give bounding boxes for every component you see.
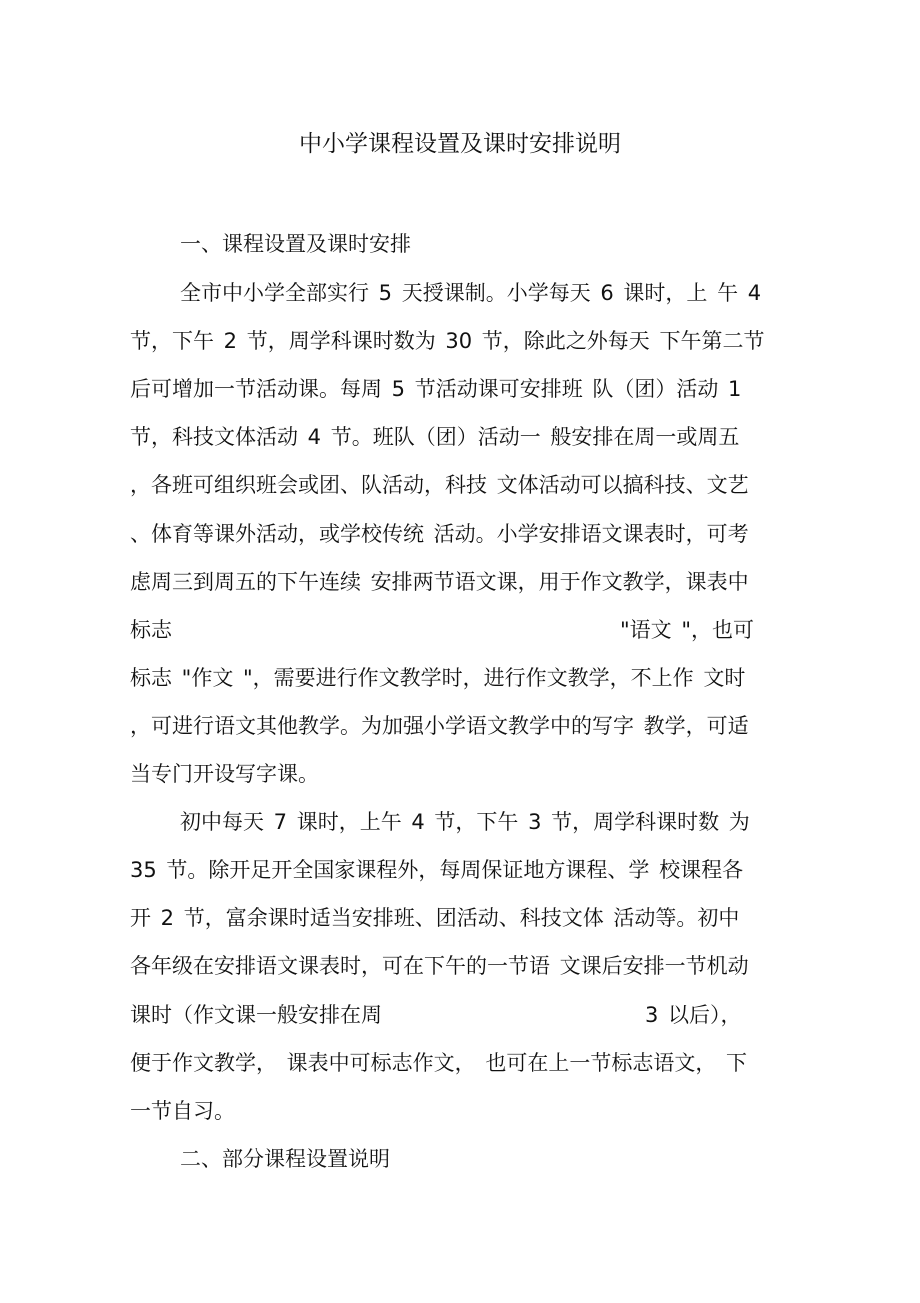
paragraph-line: 后可增加一节活动课。每周 5 节活动课可安排班 队（团）活动 1 [130,377,742,401]
paragraph-line: 节，科技文体活动 4 节。班队（团）活动一 般安排在周一或周五 [130,425,740,449]
paragraph-line: ，可进行语文其他教学。为加强小学语文教学中的写字 教学，可适 [130,714,749,738]
paragraph-line: 各年级在安排语文课表时，可在下午的一节语 文课后安排一节机动 [130,954,749,978]
paragraph-line: 节，下午 2 节，周学科课时数为 30 节，除此之外每天 下午第二节 [130,329,765,353]
line-right-part: 3 以后）， [645,1003,742,1027]
paragraph-line: 全市中小学全部实行 5 天授课制。小学每天 6 课时，上 午 4 [180,281,762,305]
section-heading-2: 二、部分课程设置说明 [180,1147,390,1171]
paragraph-line: 标志 "作文 "，需要进行作文教学时，进行作文教学，不上作 文时 [130,666,746,690]
paragraph-line: 当专门开设写字课。 [130,762,319,786]
paragraph-line: 开 2 节，富余课时适当安排班、团活动、科技文体 活动等。初中 [130,906,740,930]
line-right-part: "语文 "，也可 [620,618,754,642]
line-left-part: 课时（作文课一般安排在周 [130,1003,382,1027]
section-heading-1: 一、课程设置及课时安排 [180,232,411,256]
paragraph-line: 虑周三到周五的下午连续 安排两节语文课，用于作文教学，课表中 [130,570,749,594]
paragraph-line: 初中每天 7 课时，上午 4 节，下午 3 节，周学科课时数 为 [180,810,750,834]
line-left-part: 标志 [130,618,172,642]
paragraph-line: 一节自习。 [130,1099,235,1123]
paragraph-line: 、体育等课外活动，或学校传统 活动。小学安排语文课表时，可考 [130,522,749,546]
document-title: 中小学课程设置及课时安排说明 [299,131,621,157]
paragraph-line: 35 节。除开足开全国家课程外，每周保证地方课程、学 校课程各 [130,858,744,882]
paragraph-line: ，各班可组织班会或团、队活动，科技 文体活动可以搞科技、文艺 [130,473,749,497]
paragraph-line: 便于作文教学， 课表中可标志作文， 也可在上一节标志语文， 下 [130,1051,748,1075]
